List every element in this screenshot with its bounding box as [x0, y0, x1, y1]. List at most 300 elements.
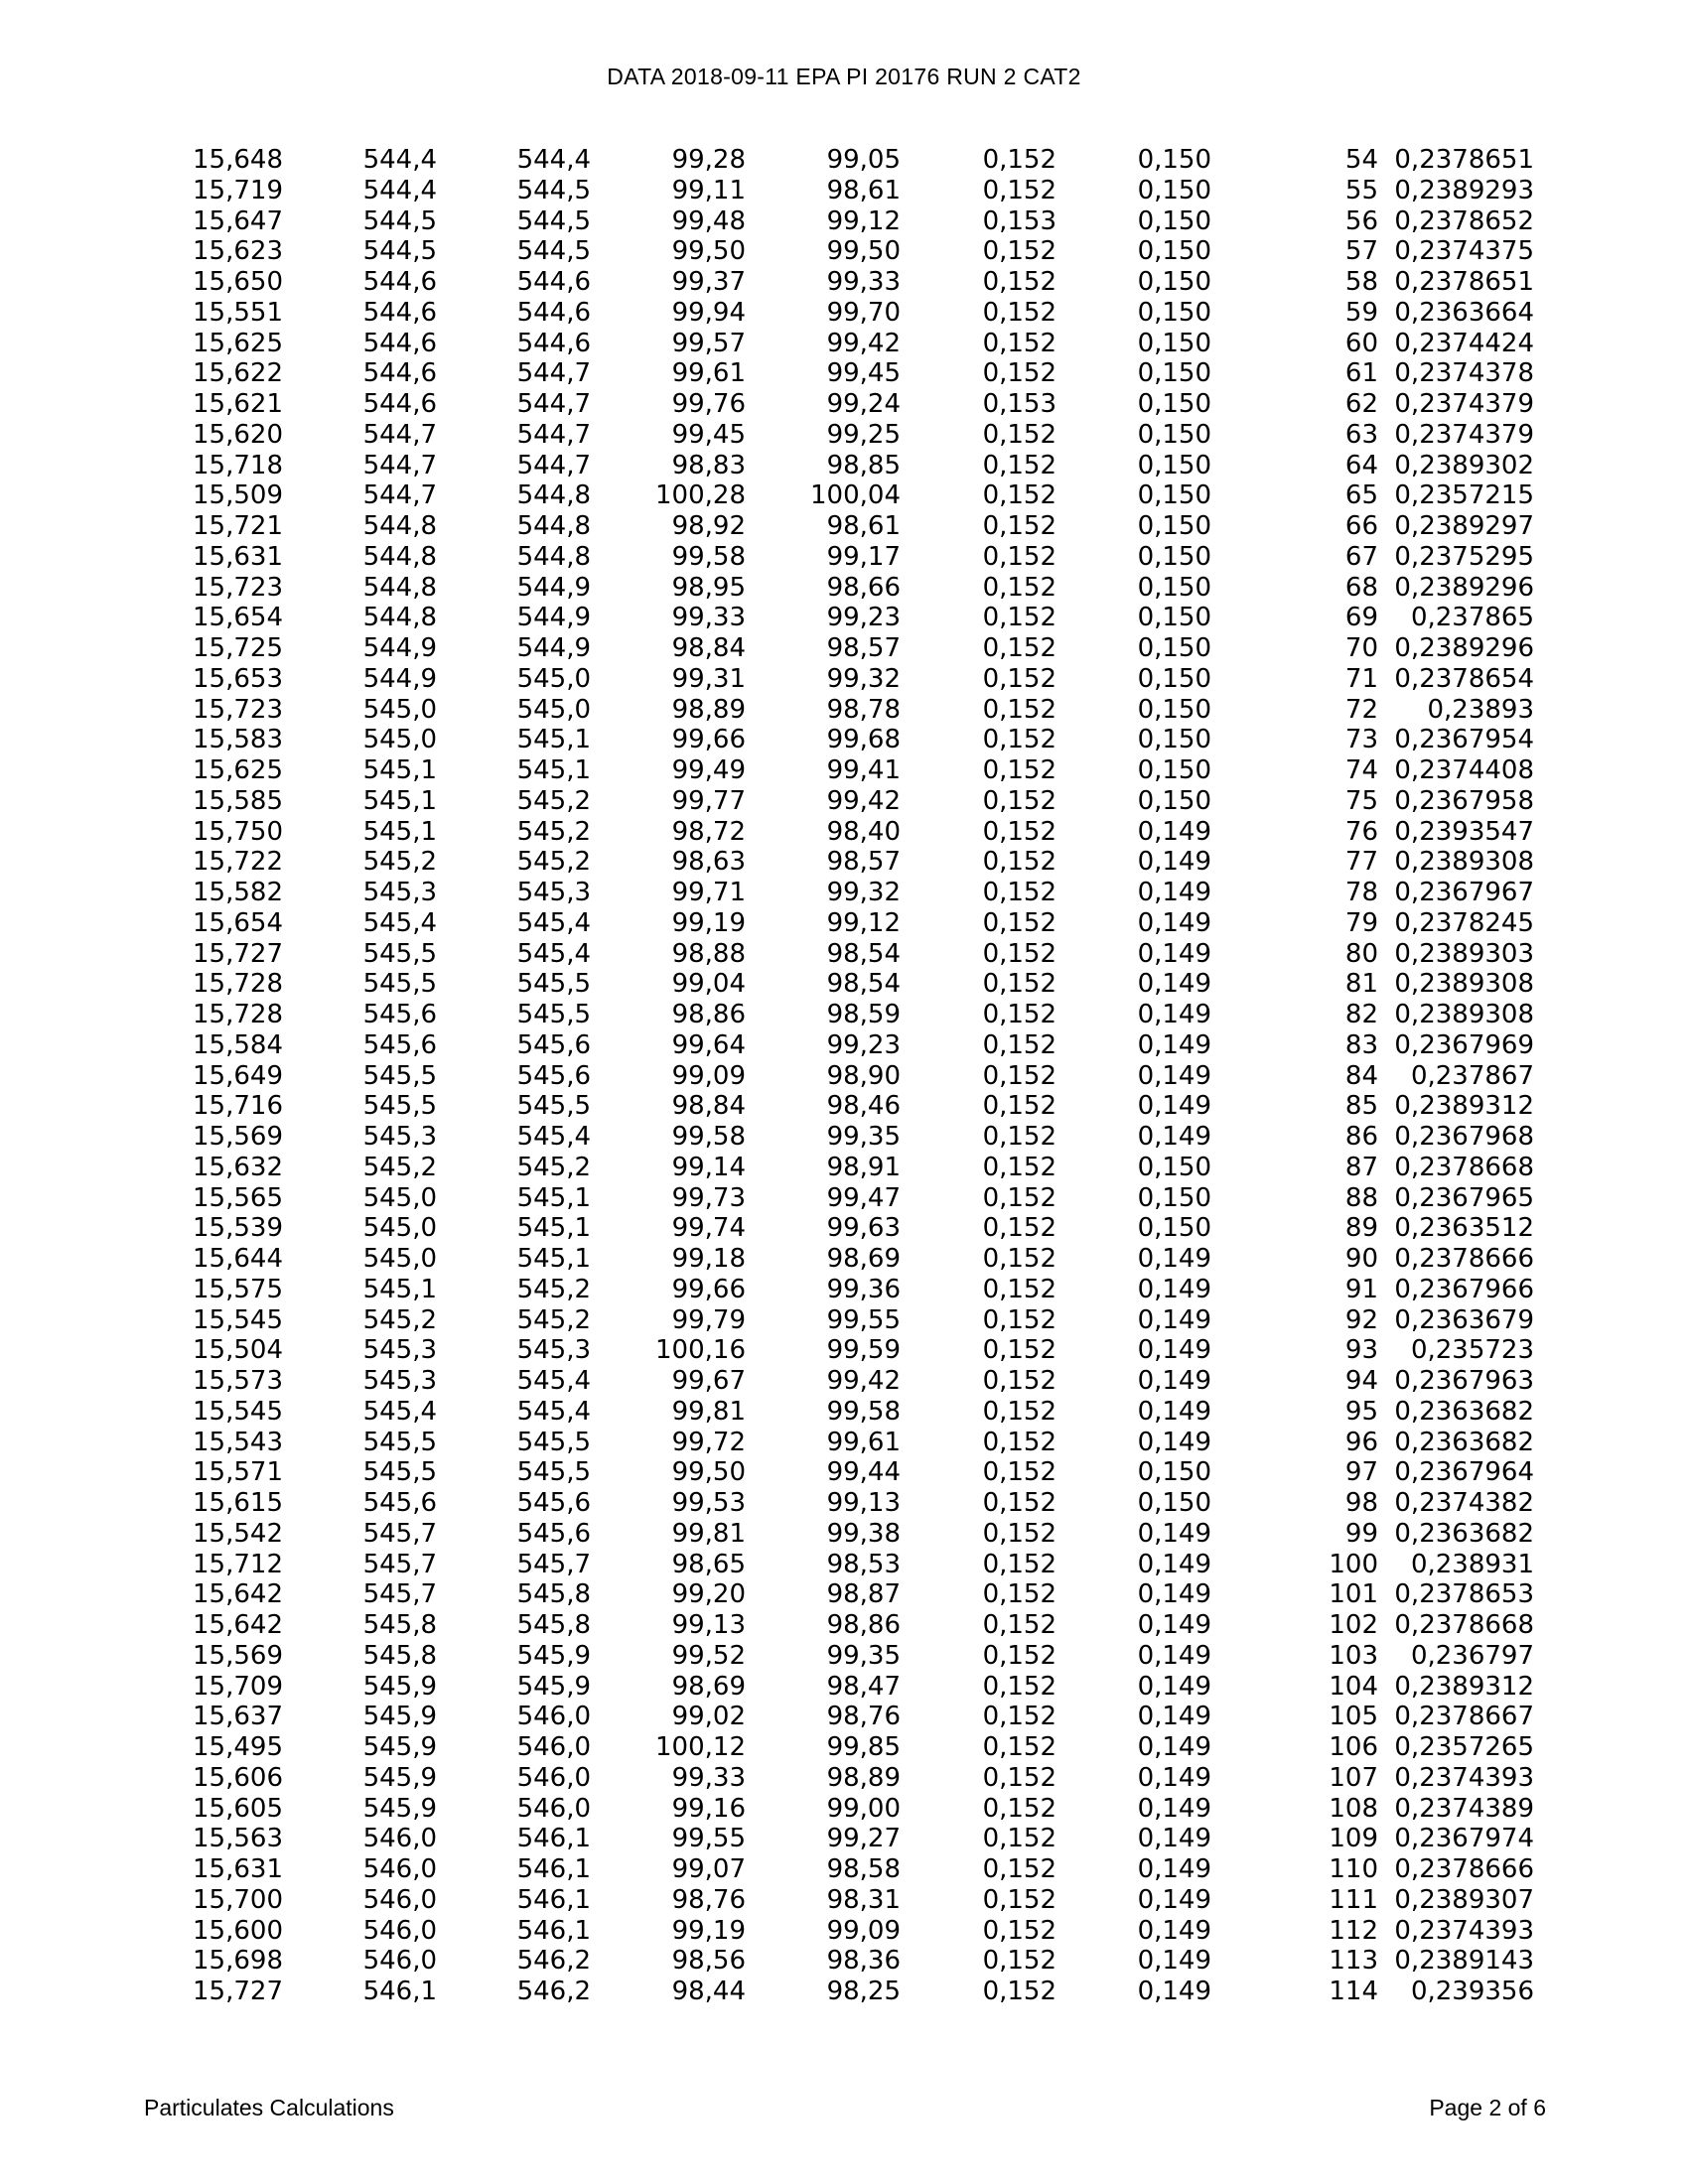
- table-cell: 15,495: [193, 1732, 283, 1762]
- table-cell: 0,2367968: [1394, 1122, 1534, 1152]
- table-cell: 15,722: [193, 847, 283, 878]
- table-cell: 55: [1344, 175, 1378, 205]
- table-cell: 546,0: [516, 1702, 591, 1732]
- table-cell: 545,4: [362, 1396, 437, 1427]
- table-cell: 0,150: [1137, 1457, 1211, 1488]
- table-cell: 0,2374393: [1394, 1915, 1534, 1946]
- table-cell: 0,2378654: [1394, 663, 1534, 694]
- table-cell: 99,07: [671, 1854, 746, 1884]
- table-row: [184, 939, 1534, 970]
- table-cell: 0,152: [982, 1549, 1056, 1579]
- table-cell: 112: [1329, 1915, 1378, 1946]
- table-cell: 98,89: [826, 1762, 901, 1793]
- table-cell: 0,2367966: [1394, 1274, 1534, 1304]
- table-row: [184, 969, 1534, 1000]
- table-cell: 0,2378668: [1394, 1152, 1534, 1182]
- table-cell: 0,152: [982, 1213, 1056, 1244]
- table-cell: 0,152: [982, 663, 1056, 694]
- table-cell: 99,42: [826, 1366, 901, 1396]
- table-row: [184, 236, 1534, 267]
- table-cell: 0,2389302: [1394, 450, 1534, 480]
- page-title: DATA 2018-09-11 EPA PI 20176 RUN 2 CAT2: [607, 64, 1081, 89]
- table-cell: 0,152: [982, 1060, 1056, 1091]
- table-cell: 0,153: [982, 389, 1056, 419]
- table-cell: 15,653: [193, 663, 283, 694]
- table-cell: 98,87: [826, 1579, 901, 1610]
- table-cell: 0,152: [982, 1854, 1056, 1884]
- table-cell: 0,150: [1137, 633, 1211, 663]
- table-cell: 0,152: [982, 1274, 1056, 1304]
- table-cell: 0,2378667: [1394, 1702, 1534, 1732]
- table-row: [184, 1335, 1534, 1366]
- table-cell: 0,2363682: [1394, 1396, 1534, 1427]
- table-cell: 69: [1344, 603, 1378, 633]
- table-cell: 106: [1329, 1732, 1378, 1762]
- table-cell: 15,725: [193, 633, 283, 663]
- table-cell: 546,0: [516, 1793, 591, 1824]
- table-cell: 0,2393547: [1394, 816, 1534, 847]
- table-cell: 0,149: [1137, 1946, 1211, 1977]
- table-cell: 545,4: [362, 907, 437, 938]
- table-cell: 0,152: [982, 328, 1056, 358]
- table-cell: 0,2389312: [1394, 1671, 1534, 1702]
- table-cell: 544,6: [516, 297, 591, 328]
- table-cell: 98,69: [671, 1671, 746, 1702]
- table-cell: 0,2363679: [1394, 1304, 1534, 1335]
- table-cell: 57: [1344, 236, 1378, 267]
- table-cell: 545,1: [516, 725, 591, 755]
- table-cell: 545,6: [362, 1029, 437, 1060]
- table-cell: 0,149: [1137, 1244, 1211, 1274]
- table-cell: 0,153: [982, 205, 1056, 236]
- table-cell: 15,620: [193, 419, 283, 450]
- table-cell: 99,74: [671, 1213, 746, 1244]
- table-row: [184, 176, 1534, 206]
- table-cell: 99,44: [826, 1457, 901, 1488]
- table-cell: 0,149: [1137, 1579, 1211, 1610]
- table-cell: 98,58: [826, 1854, 901, 1884]
- table-row: [184, 1305, 1534, 1336]
- table-cell: 544,6: [516, 267, 591, 297]
- table-row: [184, 817, 1534, 848]
- table-cell: 545,9: [516, 1640, 591, 1671]
- table-cell: 73: [1344, 725, 1378, 755]
- table-cell: 545,8: [516, 1579, 591, 1610]
- table-cell: 0,2378652: [1394, 205, 1534, 236]
- table-cell: 544,8: [362, 572, 437, 603]
- table-cell: 0,149: [1137, 1549, 1211, 1579]
- table-cell: 15,642: [193, 1610, 283, 1640]
- table-cell: 99,76: [671, 389, 746, 419]
- table-cell: 15,605: [193, 1793, 283, 1824]
- table-cell: 15,623: [193, 236, 283, 267]
- table-row: [184, 1885, 1534, 1916]
- table-cell: 544,6: [362, 328, 437, 358]
- table-cell: 99,27: [826, 1824, 901, 1854]
- table-cell: 62: [1344, 389, 1378, 419]
- table-cell: 98,83: [671, 450, 746, 480]
- table-cell: 99,45: [671, 419, 746, 450]
- table-cell: 545,9: [362, 1702, 437, 1732]
- table-cell: 15,569: [193, 1122, 283, 1152]
- table-cell: 75: [1344, 785, 1378, 816]
- table-cell: 15,545: [193, 1304, 283, 1335]
- table-cell: 545,8: [362, 1610, 437, 1640]
- table-cell: 0,152: [982, 450, 1056, 480]
- table-cell: 0,150: [1137, 663, 1211, 694]
- table-cell: 82: [1344, 1000, 1378, 1029]
- table-row: [184, 1854, 1534, 1885]
- table-cell: 15,542: [193, 1518, 283, 1549]
- table-cell: 99,00: [826, 1793, 901, 1824]
- table-cell: 67: [1344, 541, 1378, 572]
- footer-document-name: Particulates Calculations: [144, 2095, 394, 2120]
- table-cell: 81: [1344, 969, 1378, 1000]
- table-cell: 0,2374379: [1394, 389, 1534, 419]
- table-cell: 99,38: [826, 1518, 901, 1549]
- table-cell: 544,8: [362, 541, 437, 572]
- table-row: [184, 755, 1534, 786]
- table-cell: 0,152: [982, 1029, 1056, 1060]
- table-cell: 99,04: [671, 969, 746, 1000]
- table-cell: 98,25: [826, 1977, 901, 2006]
- table-cell: 544,8: [516, 541, 591, 572]
- table-cell: 98,61: [826, 175, 901, 205]
- table-cell: 0,149: [1137, 969, 1211, 1000]
- table-cell: 0,152: [982, 847, 1056, 878]
- table-cell: 545,9: [516, 1671, 591, 1702]
- table-cell: 0,152: [982, 1488, 1056, 1518]
- table-cell: 544,9: [516, 572, 591, 603]
- table-cell: 545,7: [362, 1549, 437, 1579]
- table-cell: 546,0: [516, 1762, 591, 1793]
- table-cell: 545,9: [362, 1732, 437, 1762]
- table-cell: 99,45: [826, 358, 901, 389]
- table-cell: 99,58: [671, 1122, 746, 1152]
- table-cell: 0,2389312: [1394, 1091, 1534, 1122]
- table-cell: 95: [1344, 1396, 1378, 1427]
- table-cell: 0,150: [1137, 603, 1211, 633]
- table-row: [184, 1763, 1534, 1794]
- table-cell: 99,50: [671, 1457, 746, 1488]
- table-cell: 77: [1344, 847, 1378, 878]
- table-cell: 99,50: [671, 236, 746, 267]
- table-cell: 96: [1344, 1427, 1378, 1457]
- table-cell: 15,539: [193, 1213, 283, 1244]
- table-cell: 544,9: [516, 603, 591, 633]
- table-row: [184, 451, 1534, 481]
- table-cell: 0,152: [982, 1793, 1056, 1824]
- table-cell: 545,2: [516, 1304, 591, 1335]
- table-cell: 99,47: [826, 1182, 901, 1213]
- table-cell: 99,14: [671, 1152, 746, 1182]
- table-cell: 15,727: [193, 1977, 283, 2006]
- table-cell: 544,6: [362, 297, 437, 328]
- table-cell: 0,149: [1137, 1610, 1211, 1640]
- table-cell: 0,149: [1137, 1274, 1211, 1304]
- table-cell: 79: [1344, 907, 1378, 938]
- table-cell: 15,728: [193, 1000, 283, 1029]
- table-cell: 545,5: [516, 1457, 591, 1488]
- table-cell: 546,0: [516, 1732, 591, 1762]
- table-cell: 113: [1329, 1946, 1378, 1977]
- table-cell: 0,149: [1137, 1000, 1211, 1029]
- table-cell: 0,23893: [1427, 694, 1534, 725]
- table-cell: 0,152: [982, 1610, 1056, 1640]
- table-cell: 99,42: [826, 328, 901, 358]
- table-cell: 545,1: [362, 1274, 437, 1304]
- table-cell: 15,625: [193, 755, 283, 785]
- table-row: [184, 1091, 1534, 1122]
- table-cell: 545,7: [362, 1518, 437, 1549]
- table-cell: 0,149: [1137, 1854, 1211, 1884]
- table-cell: 15,718: [193, 450, 283, 480]
- table-cell: 98,72: [671, 816, 746, 847]
- table-cell: 545,6: [362, 1000, 437, 1029]
- table-cell: 545,4: [516, 1396, 591, 1427]
- table-cell: 0,2367954: [1394, 725, 1534, 755]
- table-cell: 99,24: [826, 389, 901, 419]
- table-cell: 0,2374375: [1394, 236, 1534, 267]
- table-cell: 99,19: [671, 1915, 746, 1946]
- table-cell: 0,152: [982, 1457, 1056, 1488]
- table-cell: 99,72: [671, 1427, 746, 1457]
- table-cell: 0,152: [982, 1640, 1056, 1671]
- table-cell: 0,150: [1137, 785, 1211, 816]
- table-cell: 0,150: [1137, 694, 1211, 725]
- table-cell: 0,150: [1137, 389, 1211, 419]
- table-cell: 544,8: [516, 480, 591, 511]
- table-cell: 545,2: [516, 847, 591, 878]
- table-cell: 99,61: [826, 1427, 901, 1457]
- table-cell: 99,70: [826, 297, 901, 328]
- table-cell: 544,4: [516, 145, 591, 175]
- table-cell: 15,573: [193, 1366, 283, 1396]
- table-cell: 544,4: [362, 175, 437, 205]
- table-cell: 544,9: [516, 633, 591, 663]
- table-cell: 0,152: [982, 267, 1056, 297]
- table-cell: 544,7: [362, 480, 437, 511]
- table-cell: 66: [1344, 511, 1378, 541]
- table-row: [184, 298, 1534, 329]
- table-cell: 99,58: [826, 1396, 901, 1427]
- table-cell: 0,152: [982, 175, 1056, 205]
- table-row: [184, 358, 1534, 389]
- table-row: [184, 542, 1534, 573]
- table-row: [184, 1030, 1534, 1061]
- table-cell: 0,152: [982, 1824, 1056, 1854]
- table-cell: 98,53: [826, 1549, 901, 1579]
- table-cell: 0,152: [982, 1396, 1056, 1427]
- table-cell: 76: [1344, 816, 1378, 847]
- table-cell: 0,2389307: [1394, 1884, 1534, 1915]
- table-cell: 0,2374424: [1394, 328, 1534, 358]
- table-cell: 0,152: [982, 145, 1056, 175]
- table-cell: 0,152: [982, 938, 1056, 969]
- table-cell: 0,149: [1137, 938, 1211, 969]
- table-cell: 61: [1344, 358, 1378, 389]
- table-row: [184, 1366, 1534, 1397]
- table-cell: 89: [1344, 1213, 1378, 1244]
- table-cell: 15,621: [193, 389, 283, 419]
- table-cell: 545,6: [516, 1518, 591, 1549]
- table-cell: 545,6: [516, 1029, 591, 1060]
- table-cell: 91: [1344, 1274, 1378, 1304]
- table-cell: 98,56: [671, 1946, 746, 1977]
- table-row: [184, 786, 1534, 817]
- table-cell: 545,2: [516, 816, 591, 847]
- table-cell: 0,152: [982, 755, 1056, 785]
- table-cell: 545,2: [516, 785, 591, 816]
- table-cell: 60: [1344, 328, 1378, 358]
- table-cell: 546,2: [516, 1977, 591, 2006]
- table-cell: 545,2: [362, 1304, 437, 1335]
- table-cell: 15,582: [193, 878, 283, 907]
- table-cell: 544,5: [516, 175, 591, 205]
- table-cell: 15,637: [193, 1702, 283, 1732]
- table-cell: 90: [1344, 1244, 1378, 1274]
- table-cell: 99,28: [671, 145, 746, 175]
- table-cell: 0,2363682: [1394, 1518, 1534, 1549]
- table-cell: 544,7: [516, 450, 591, 480]
- table-cell: 0,152: [982, 816, 1056, 847]
- table-cell: 99,23: [826, 603, 901, 633]
- table-cell: 99,25: [826, 419, 901, 450]
- table-cell: 0,152: [982, 969, 1056, 1000]
- table-cell: 15,569: [193, 1640, 283, 1671]
- table-cell: 0,149: [1137, 1335, 1211, 1366]
- table-cell: 99,17: [826, 541, 901, 572]
- table-cell: 0,152: [982, 1335, 1056, 1366]
- table-cell: 0,152: [982, 1884, 1056, 1915]
- table-cell: 15,631: [193, 541, 283, 572]
- table-cell: 98,63: [671, 847, 746, 878]
- table-cell: 546,1: [516, 1915, 591, 1946]
- table-row: [184, 1244, 1534, 1275]
- table-row: [184, 1672, 1534, 1703]
- table-cell: 99,42: [826, 785, 901, 816]
- table-cell: 0,2374389: [1394, 1793, 1534, 1824]
- table-cell: 99,32: [826, 663, 901, 694]
- table-cell: 0,149: [1137, 1824, 1211, 1854]
- table-cell: 99,94: [671, 297, 746, 328]
- table-cell: 71: [1344, 663, 1378, 694]
- table-cell: 546,2: [516, 1946, 591, 1977]
- table-row: [184, 1213, 1534, 1244]
- table-row: [184, 725, 1534, 755]
- table-cell: 544,6: [362, 358, 437, 389]
- table-cell: 0,2389293: [1394, 175, 1534, 205]
- table-cell: 0,149: [1137, 1762, 1211, 1793]
- table-cell: 0,239356: [1410, 1977, 1534, 2006]
- table-cell: 545,5: [362, 1060, 437, 1091]
- table-cell: 99,23: [826, 1029, 901, 1060]
- table-cell: 98,76: [671, 1884, 746, 1915]
- table-cell: 0,2374408: [1394, 755, 1534, 785]
- table-cell: 97: [1344, 1457, 1378, 1488]
- table-cell: 99,85: [826, 1732, 901, 1762]
- table-row: [184, 1000, 1534, 1030]
- table-cell: 544,7: [516, 419, 591, 450]
- table-cell: 0,150: [1137, 511, 1211, 541]
- table-cell: 545,8: [362, 1640, 437, 1671]
- table-cell: 15,575: [193, 1274, 283, 1304]
- table-cell: 98,78: [826, 694, 901, 725]
- table-row: [184, 1946, 1534, 1977]
- table-cell: 545,7: [516, 1549, 591, 1579]
- table-cell: 545,1: [516, 1182, 591, 1213]
- table-cell: 545,0: [362, 694, 437, 725]
- table-cell: 545,0: [516, 694, 591, 725]
- table-cell: 98,44: [671, 1977, 746, 2006]
- table-cell: 94: [1344, 1366, 1378, 1396]
- table-cell: 544,9: [362, 633, 437, 663]
- table-cell: 545,3: [362, 1122, 437, 1152]
- table-cell: 0,2374378: [1394, 358, 1534, 389]
- table-cell: 99,33: [671, 1762, 746, 1793]
- table-cell: 0,150: [1137, 205, 1211, 236]
- table-cell: 0,152: [982, 907, 1056, 938]
- table-cell: 99,16: [671, 1793, 746, 1824]
- table-cell: 0,152: [982, 1000, 1056, 1029]
- table-cell: 99,55: [671, 1824, 746, 1854]
- table-cell: 0,152: [982, 603, 1056, 633]
- footer-page-number: Page 2 of 6: [1429, 2095, 1546, 2120]
- table-cell: 0,152: [982, 725, 1056, 755]
- table-cell: 545,9: [362, 1793, 437, 1824]
- table-cell: 0,2367964: [1394, 1457, 1534, 1488]
- table-cell: 15,600: [193, 1915, 283, 1946]
- table-cell: 544,6: [362, 389, 437, 419]
- table-cell: 0,2367969: [1394, 1029, 1534, 1060]
- table-cell: 0,149: [1137, 878, 1211, 907]
- table-cell: 0,2357265: [1394, 1732, 1534, 1762]
- table-cell: 15,563: [193, 1824, 283, 1854]
- table-cell: 99,57: [671, 328, 746, 358]
- table-cell: 98,69: [826, 1244, 901, 1274]
- table-cell: 544,7: [516, 389, 591, 419]
- table-row: [184, 1610, 1534, 1641]
- table-cell: 99,66: [671, 725, 746, 755]
- table-cell: 545,1: [362, 755, 437, 785]
- table-cell: 15,551: [193, 297, 283, 328]
- table-row: [184, 329, 1534, 359]
- table-cell: 0,150: [1137, 145, 1211, 175]
- table-cell: 0,152: [982, 236, 1056, 267]
- table-cell: 0,2367963: [1394, 1366, 1534, 1396]
- table-cell: 88: [1344, 1182, 1378, 1213]
- table-cell: 99,59: [826, 1335, 901, 1366]
- table-cell: 98,95: [671, 572, 746, 603]
- table-cell: 100,04: [810, 480, 901, 511]
- table-cell: 545,3: [362, 1335, 437, 1366]
- table-cell: 98,59: [826, 1000, 901, 1029]
- table-cell: 102: [1329, 1610, 1378, 1640]
- table-cell: 98,85: [826, 450, 901, 480]
- table-cell: 0,152: [982, 419, 1056, 450]
- table-cell: 0,2367967: [1394, 878, 1534, 907]
- table-cell: 546,1: [362, 1977, 437, 2006]
- table-cell: 0,152: [982, 1091, 1056, 1122]
- table-cell: 99,77: [671, 785, 746, 816]
- table-cell: 99,67: [671, 1366, 746, 1396]
- table-cell: 99,11: [671, 175, 746, 205]
- table-cell: 15,644: [193, 1244, 283, 1274]
- table-cell: 15,571: [193, 1457, 283, 1488]
- table-cell: 15,719: [193, 175, 283, 205]
- table-cell: 544,7: [362, 419, 437, 450]
- table-cell: 99,13: [671, 1610, 746, 1640]
